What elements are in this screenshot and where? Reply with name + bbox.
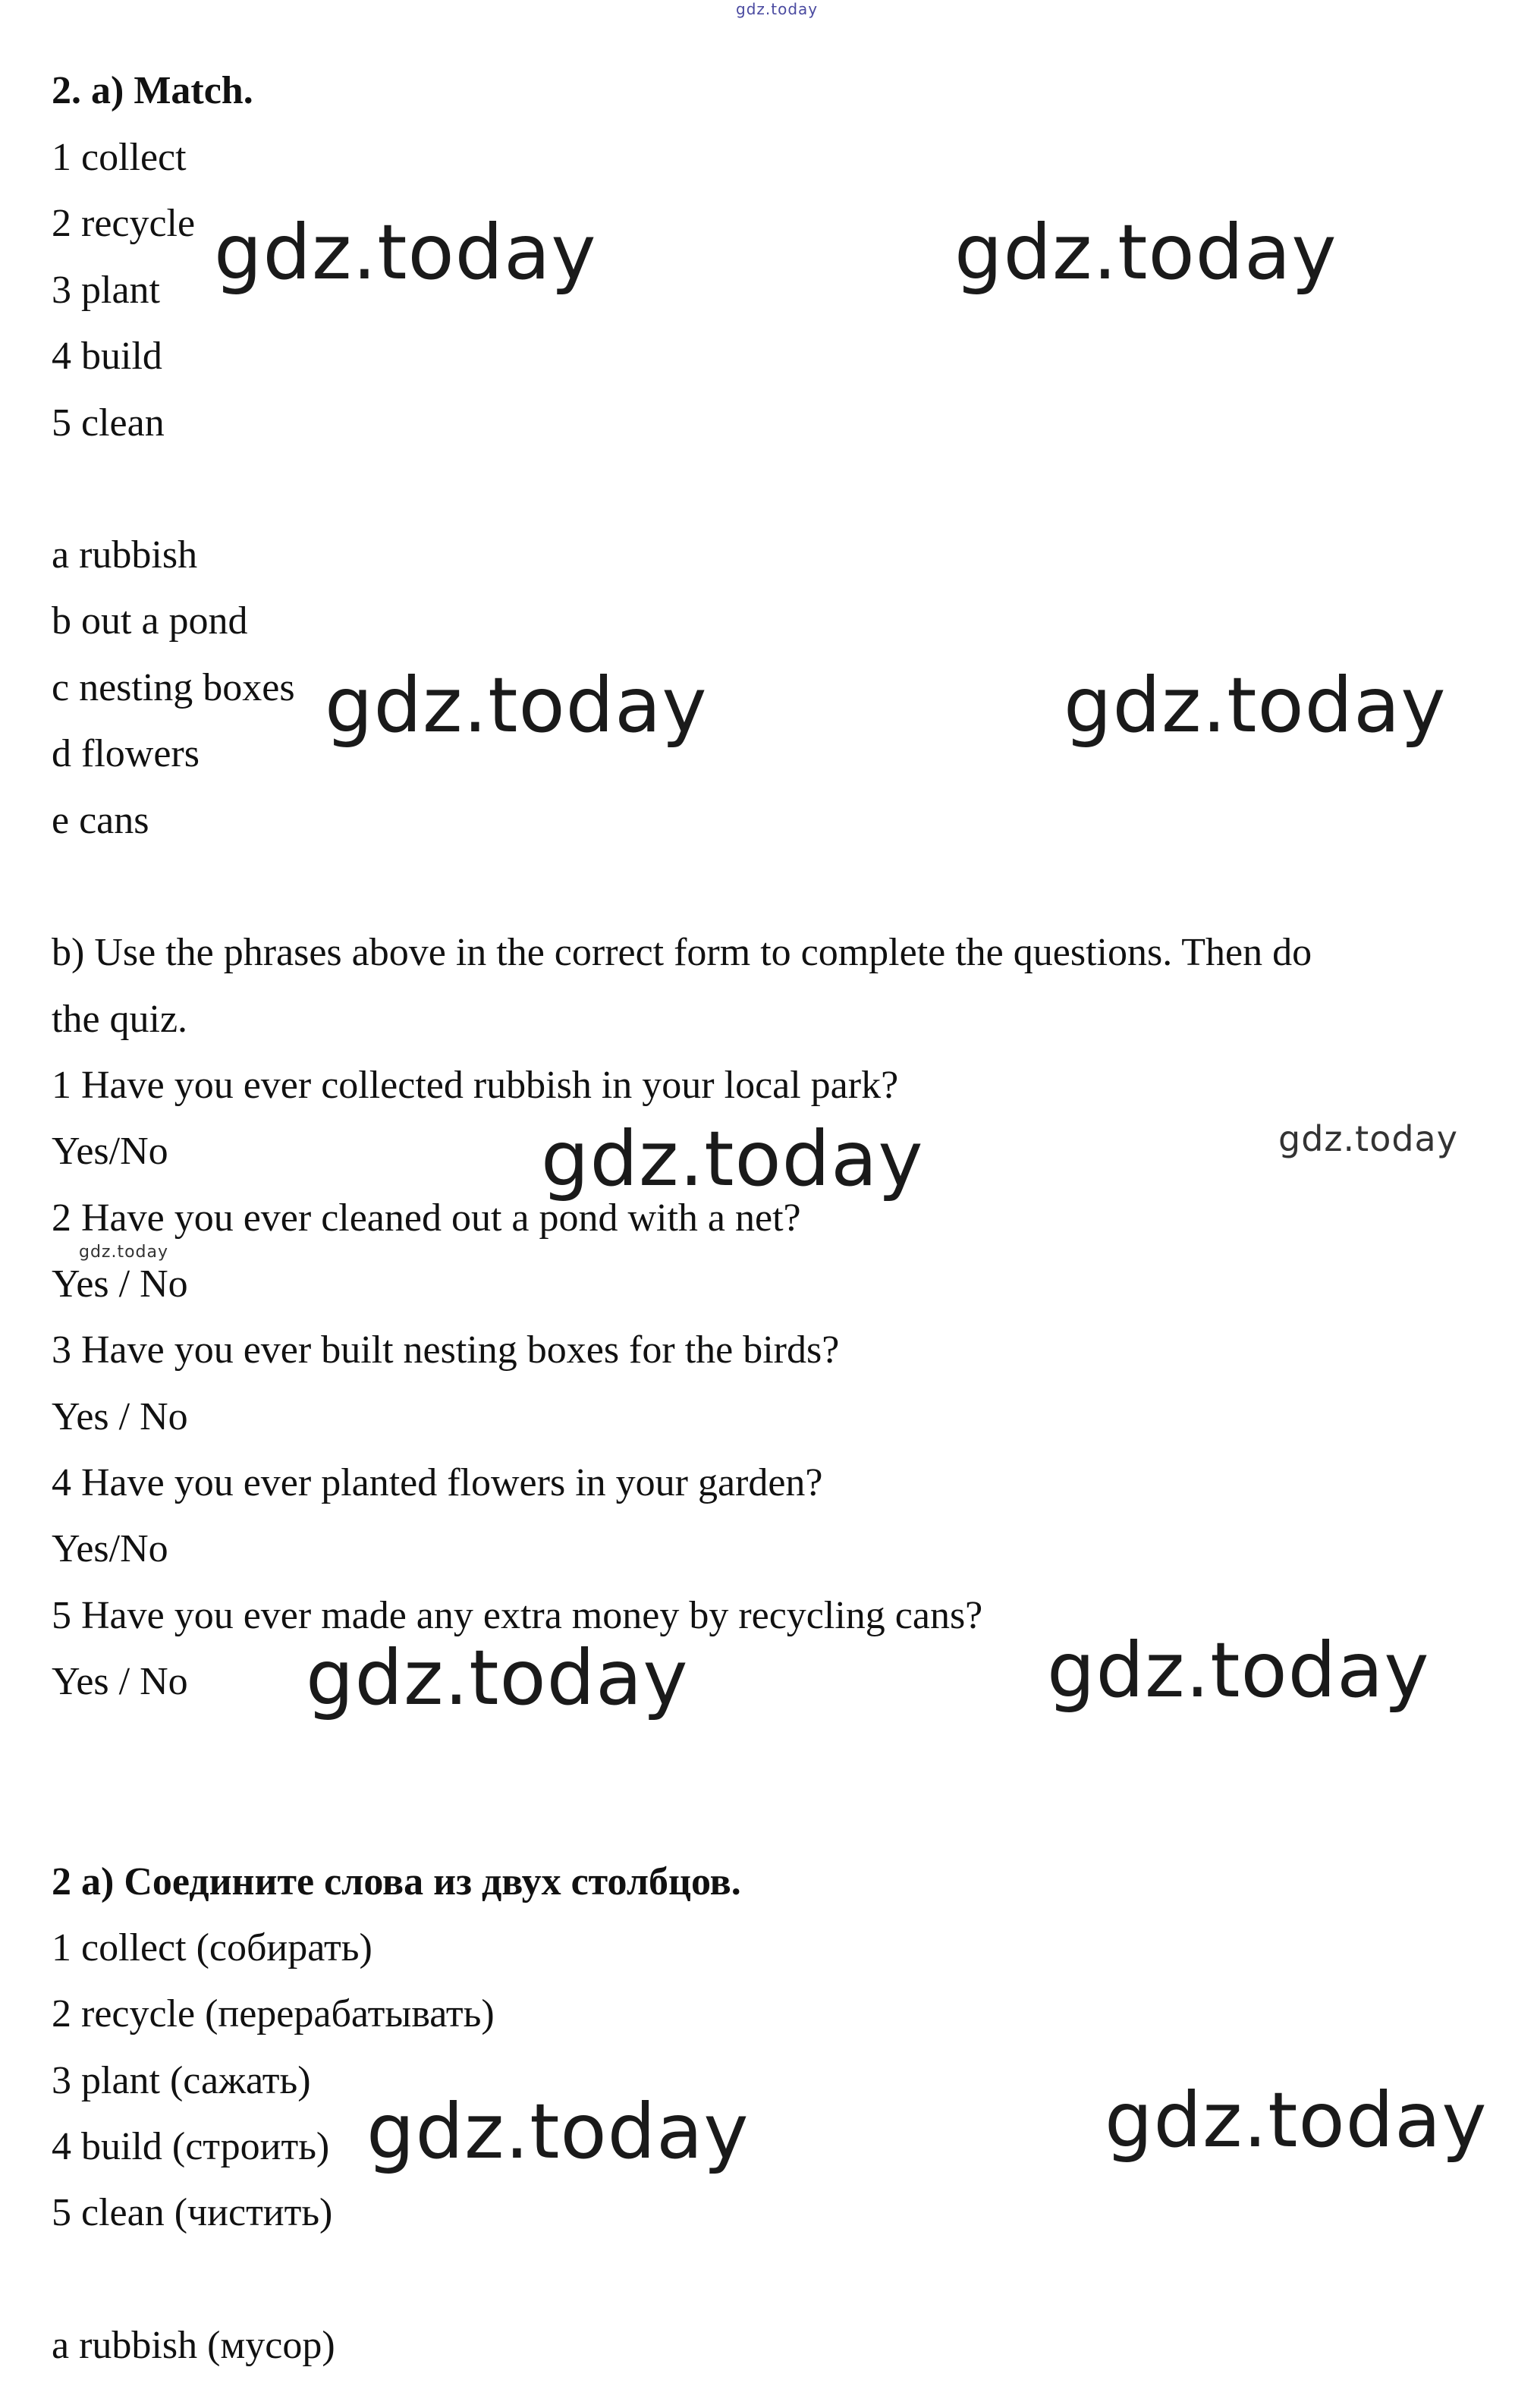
list-item: a rubbish bbox=[52, 533, 198, 577]
list-item: e cans bbox=[52, 799, 149, 842]
list-item: 1 collect (собирать) bbox=[52, 1926, 372, 1969]
list-item: 5 clean bbox=[52, 401, 165, 445]
list-item: 2 recycle bbox=[52, 202, 196, 245]
quiz-answer: Yes/No bbox=[52, 1527, 168, 1570]
part-b-instruction-continued: the quiz. bbox=[52, 998, 188, 1041]
list-item: b out a pond bbox=[52, 599, 248, 643]
list-item: a rubbish (мусор) bbox=[52, 2324, 335, 2367]
quiz-question: 1 Have you ever collected rubbish in your local park? bbox=[52, 1064, 899, 1107]
list-item: 4 build (строить) bbox=[52, 2125, 330, 2168]
watermark: gdz.today bbox=[214, 208, 597, 297]
watermark: gdz.today bbox=[306, 1633, 689, 1722]
watermark: gdz.today bbox=[1278, 1118, 1458, 1159]
list-item: d flowers bbox=[52, 732, 200, 775]
quiz-answer: Yes / No bbox=[52, 1660, 188, 1703]
list-item: 2 recycle (перерабатывать) bbox=[52, 1992, 495, 2035]
list-item: 3 plant bbox=[52, 269, 160, 312]
list-item: 5 clean (чистить) bbox=[52, 2191, 333, 2234]
quiz-answer: Yes / No bbox=[52, 1395, 188, 1438]
watermark: gdz.today bbox=[1105, 2076, 1488, 2164]
watermark: gdz.today bbox=[541, 1114, 924, 1203]
list-item: c nesting boxes bbox=[52, 666, 295, 709]
translation-heading: 2 a) Соедините слова из двух столбцов. bbox=[52, 1860, 741, 1903]
quiz-question: 3 Have you ever built nesting boxes for the birds? bbox=[52, 1328, 840, 1372]
watermark: gdz.today bbox=[366, 2087, 750, 2176]
watermark: gdz.today bbox=[954, 208, 1337, 297]
quiz-answer: Yes / No bbox=[52, 1262, 188, 1306]
quiz-question: 4 Have you ever planted flowers in your garden? bbox=[52, 1461, 823, 1504]
watermark: gdz.today bbox=[1047, 1626, 1430, 1715]
quiz-answer: Yes/No bbox=[52, 1130, 168, 1173]
quiz-question: 5 Have you ever made any extra money by recycling cans? bbox=[52, 1594, 983, 1637]
exercise-heading: 2. a) Match. bbox=[52, 69, 253, 112]
list-item: 1 collect bbox=[52, 136, 187, 179]
watermark-top: gdz.today bbox=[736, 0, 819, 18]
watermark: gdz.today bbox=[79, 1243, 169, 1262]
list-item: 4 build bbox=[52, 335, 162, 378]
list-item: 3 plant (сажать) bbox=[52, 2059, 311, 2102]
watermark: gdz.today bbox=[1064, 661, 1447, 750]
quiz-question: 2 Have you ever cleaned out a pond with a net? bbox=[52, 1196, 801, 1240]
part-b-instruction: b) Use the phrases above in the correct form to complete the questions. Then do bbox=[52, 931, 1312, 974]
watermark: gdz.today bbox=[325, 661, 708, 750]
